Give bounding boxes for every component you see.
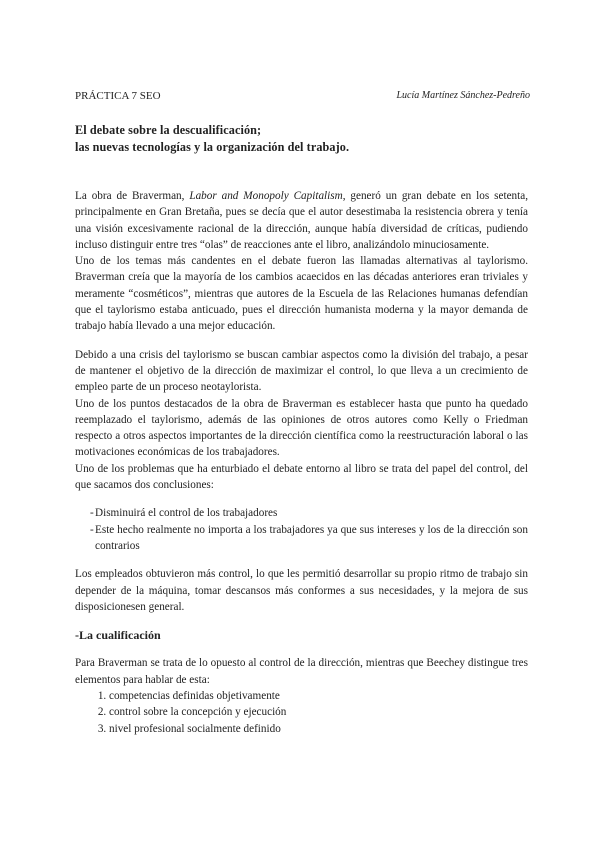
paragraph-7: Para Braverman se trata de lo opuesto al control de la dirección, mientras que Beechey distingue tres elementos para hablar de esta: (75, 657, 528, 686)
paragraph-1 (75, 188, 528, 253)
paragraph-4: Uno de los puntos destacados de la obra de Braverman es establecer hasta que punto ha quedado reemplazado el taylorismo, además de las opiniones de otros autores como Kelly o Friedman respecto a otros aspectos importantes de la dirección científica como la reestructuración laboral o las motivaciones económicas de los trabajadores. (75, 397, 528, 459)
book-title: Labor and Monopoly Capitalism (189, 190, 343, 202)
title-line-1: El debate sobre la descualificación; (75, 123, 262, 137)
header-author: Lucía Martínez Sánchez-Pedreño (396, 90, 530, 101)
paragraph-6: Los empleados obtuvieron más control, lo que les permitió desarrollar su propio ritmo de trabajo sin depender de la máquina, tomar descansos más conformes a sus necesidades, y la mejora de sus disposicionesen general. (75, 568, 528, 613)
list-item: 3. nivel profesional socialmente definido (109, 721, 528, 737)
document-title (75, 122, 530, 156)
paragraph-1-start: La obra de Braverman, (75, 190, 190, 202)
list-item: 1. competencias definidas objetivamente (109, 688, 528, 704)
section-heading: -La cualificación (75, 628, 161, 643)
conclusions-list (75, 505, 528, 554)
page-header (75, 90, 530, 102)
document-body (75, 188, 528, 737)
header-practice-label: PRÁCTICA 7 SEO (75, 90, 161, 102)
paragraph-1-end: , generó un gran debate en los setenta, principalmente en Gran Bretaña, pues se decía que el autor desestimaba la resistencia obrera y tenía una visión excesivamente racional de la dirección, aunque había diversidad de críticas, pudiendo incluso distinguir entre tres “olas” de reacciones ante el libro, analizándolo minuciosamente. (75, 190, 528, 251)
paragraph-5: Uno de los problemas que ha enturbiado el debate entorno al libro se trata del papel del control, del que sacamos dos conclusiones: (75, 462, 528, 492)
list-item: - Este hecho realmente no importa a los trabajadores ya que sus intereses y los de la dirección son contrarios (75, 522, 528, 555)
title-line-2: las nuevas tecnologías y la organización del trabajo. (75, 140, 350, 154)
list-item: - Disminuirá el control de los trabajadores (75, 505, 528, 521)
elements-list (75, 688, 528, 737)
list-item: 2. control sobre la concepción y ejecución (109, 704, 528, 720)
paragraph-2: Uno de los temas más candentes en el debate fueron las llamadas alternativas al taylorismo. Braverman creía que la mayoría de los cambios acaecidos en las décadas anteriores eran triviales y meramente “cosméticos”, mientras que autores de la Escuela de las Relaciones humanas defendían que el taylorismo estaba anticuado, pues el dirección humanista moderna y la mayor demanda de trabajo había llevado a una mejor educación. (75, 255, 528, 333)
paragraph-3: Debido a una crisis del taylorismo se buscan cambiar aspectos como la división del trabajo, a pesar de mantener el objetivo de la dirección de maximizar el control, lo que lleva a un crecimiento de empleo parte de un proceso neotaylorista. (75, 348, 528, 394)
